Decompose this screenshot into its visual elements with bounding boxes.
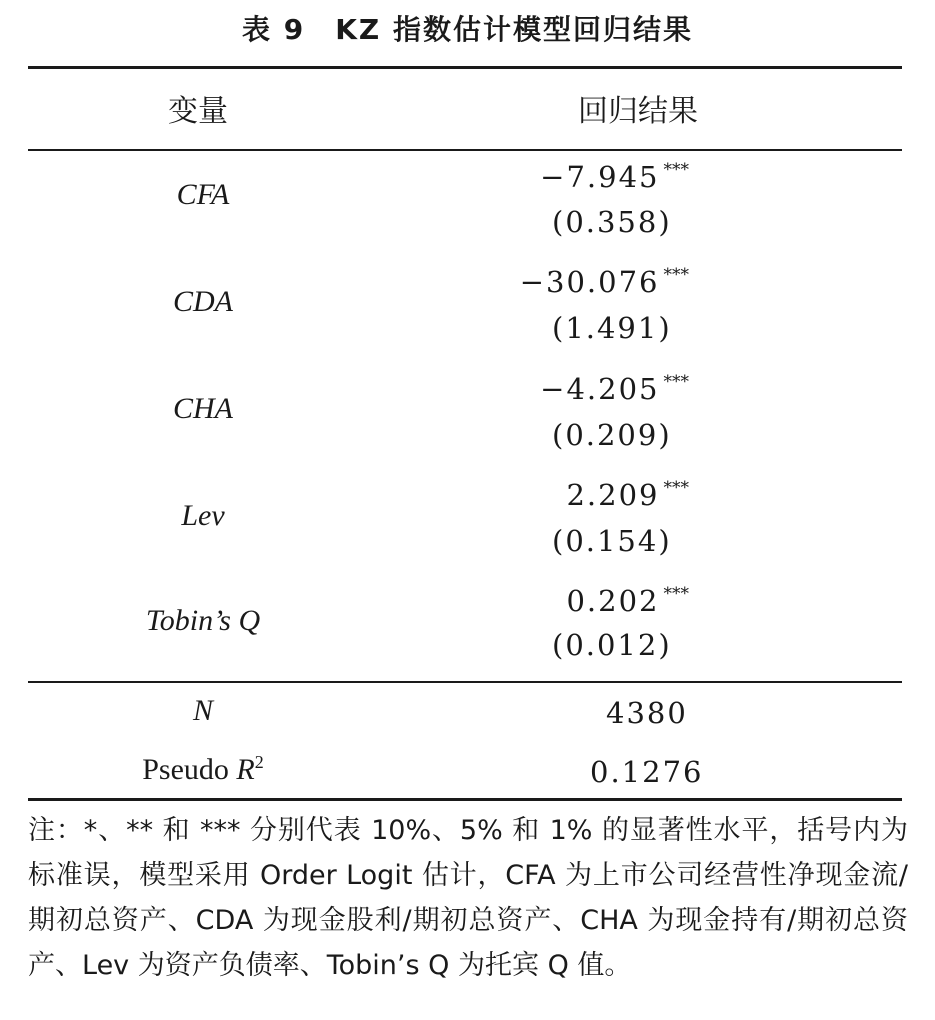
- row-standard-error: (0.358): [552, 205, 672, 239]
- significance-stars: ***: [663, 265, 689, 285]
- significance-stars: ***: [663, 160, 689, 180]
- header-rule: [28, 149, 902, 151]
- stats-rule: [28, 681, 902, 683]
- row-standard-error: (0.154): [552, 524, 672, 558]
- row-standard-error: (0.012): [552, 628, 672, 662]
- n-value: 4380: [606, 696, 688, 730]
- row-standard-error: (0.209): [552, 418, 672, 452]
- pseudo-r2-value: 0.1276: [590, 755, 704, 789]
- header-variable: 变量: [168, 94, 228, 129]
- significance-stars: ***: [663, 478, 689, 498]
- row-coefficient: 0.202 ***: [566, 584, 689, 618]
- row-variable: Lev: [181, 499, 225, 532]
- row-coefficient: −4.205 ***: [540, 372, 689, 406]
- row-coefficient: −7.945 ***: [540, 160, 689, 194]
- bottom-rule: [28, 798, 902, 801]
- row-standard-error: (1.491): [552, 311, 672, 345]
- row-variable: CHA: [173, 392, 233, 425]
- header-result: 回归结果: [578, 94, 698, 129]
- row-variable: CDA: [173, 285, 233, 318]
- top-rule: [28, 66, 902, 69]
- note-text: 注：*、** 和 *** 分别代表 10%、5% 和 1% 的显著性水平，括号内为标准误，模型采用 Order Logit 估计，CFA 为上市公司经营性净现金流/期初总资产、CDA 为现金股利/期初总资产、CHA 为现金持有/期初总资产、Lev 为资产负债率、Tobin’s Q 为托宾 Q 值。: [28, 815, 908, 981]
- table-title: 表 9 KZ 指数估计模型回归结果: [242, 13, 693, 46]
- significance-stars: ***: [663, 372, 689, 392]
- row-variable: CFA: [176, 178, 230, 211]
- row-coefficient: −30.076 ***: [519, 265, 689, 299]
- table-note: [28, 808, 908, 988]
- n-label: N: [192, 694, 213, 727]
- row-variable: Tobin’s Q: [145, 604, 261, 637]
- row-coefficient: 2.209 ***: [566, 478, 689, 512]
- significance-stars: ***: [663, 584, 689, 604]
- pseudo-r2-label: Pseudo $R^2$: [142, 752, 264, 786]
